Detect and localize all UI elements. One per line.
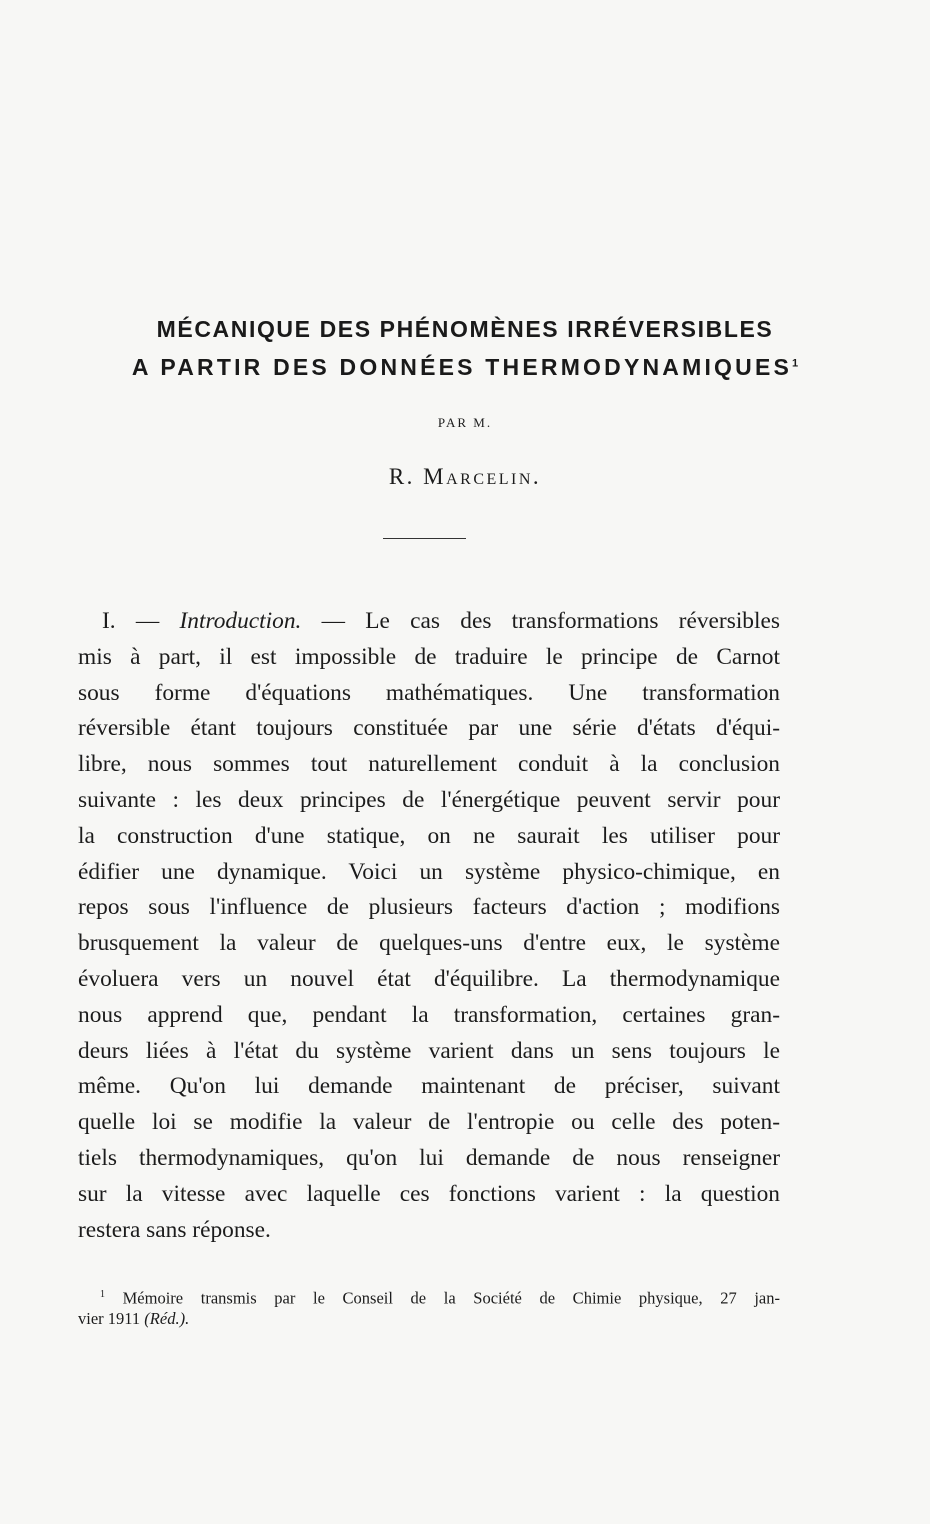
paragraph-line: libre, nous sommes tout naturellement conduit à la conclusion bbox=[78, 751, 780, 778]
title-line-1: MÉCANIQUE DES PHÉNOMÈNES IRRÉVERSIBLES bbox=[156, 316, 774, 342]
footnote-editor-note: (Réd.). bbox=[144, 1309, 190, 1328]
paragraph-line: mis à part, il est impossible de traduire le principe de Carnot bbox=[78, 643, 780, 670]
paragraph-line: la construction d'une statique, on ne saurait les utiliser pour bbox=[78, 822, 780, 849]
author-name: R. Marcelin. bbox=[388, 464, 542, 489]
paragraph-line: sur la vitesse avec laquelle ces fonctions varient : la question bbox=[78, 1180, 780, 1207]
introduction-paragraph bbox=[78, 604, 780, 1248]
byline: PAR M. bbox=[437, 415, 493, 430]
paragraph-line bbox=[78, 604, 780, 640]
footnote-mark: 1 bbox=[100, 1289, 105, 1300]
paragraph-line: brusquement la valeur de quelques-uns d'entre eux, le système bbox=[78, 930, 780, 957]
paragraph-line-text: Le cas des transformations réversibles bbox=[365, 608, 780, 634]
paragraph-line: restera sans réponse. bbox=[78, 1216, 271, 1243]
section-number: I. — bbox=[102, 608, 160, 634]
title-line-2-text: A PARTIR DES DONNÉES THERMODYNAMIQUES bbox=[131, 354, 793, 380]
title-footnote-mark: 1 bbox=[792, 357, 799, 370]
paragraph-line: évoluera vers un nouvel état d'équilibre. La thermodynamique bbox=[78, 965, 780, 992]
paragraph-line: édifier une dynamique. Voici un système physico-chimique, en bbox=[78, 858, 780, 885]
footnote-line-1-text: Mémoire transmis par le Conseil de la Société de Chimie physique, 27 jan- bbox=[122, 1288, 781, 1308]
title-line-2 bbox=[0, 354, 930, 381]
paragraph-line: quelle loi se modifie la valeur de l'entropie ou celle des poten- bbox=[78, 1109, 780, 1136]
paragraph-line: sous forme d'équations mathématiques. Une transformation bbox=[78, 679, 780, 706]
section-heading-dash: — bbox=[321, 608, 346, 634]
footnote bbox=[78, 1283, 780, 1331]
paragraph-line: nous apprend que, pendant la transformation, certaines gran- bbox=[78, 1001, 780, 1028]
paragraph-line: repos sous l'influence de plusieurs facteurs d'action ; modifions bbox=[78, 894, 780, 921]
paragraph-line: deurs liées à l'état du système varient dans un sens toujours le bbox=[78, 1037, 780, 1064]
footnote-line-2-text: vier 1911 bbox=[78, 1309, 141, 1328]
section-heading: Introduction. bbox=[179, 608, 302, 634]
paragraph-line: suivante : les deux principes de l'énergétique peuvent servir pour bbox=[78, 786, 780, 813]
footnote-line bbox=[78, 1307, 780, 1331]
section-divider bbox=[383, 538, 466, 539]
paragraph-line: même. Qu'on lui demande maintenant de préciser, suivant bbox=[78, 1073, 780, 1100]
paragraph-line: tiels thermodynamiques, qu'on lui demande de nous renseigner bbox=[78, 1144, 780, 1171]
paragraph-line: réversible étant toujours constituée par une série d'états d'équi- bbox=[78, 715, 780, 742]
footnote-line bbox=[78, 1283, 780, 1307]
